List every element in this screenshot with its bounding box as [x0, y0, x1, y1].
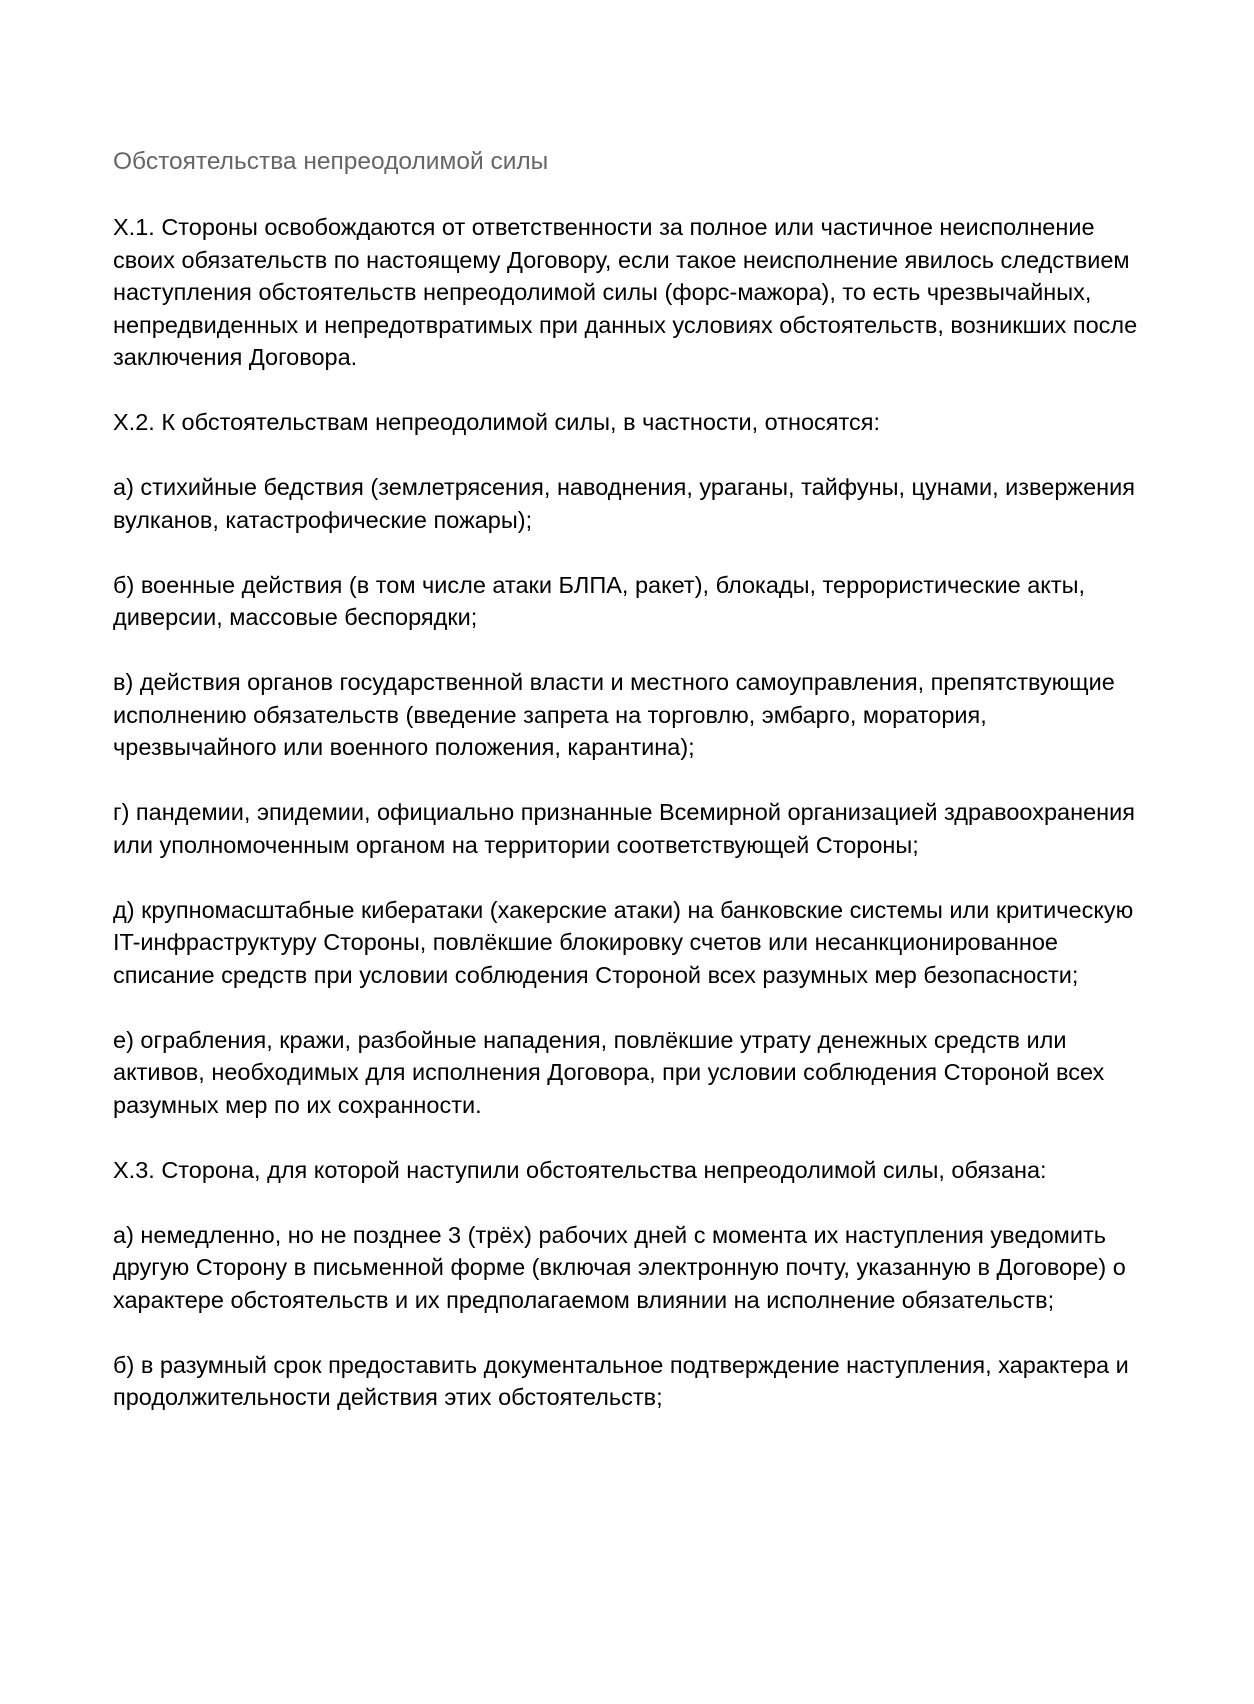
document-body [113, 146, 1153, 1446]
list-item-x2-v: в) действия органов государственной власти и местного самоуправления, препятствующие исполнению обязательств (введение запрета на торговлю, эмбарго, моратория, чрезвычайного или военного положения, карантина); [113, 669, 1115, 760]
list-item-x2-d: д) крупномасштабные кибератаки (хакерские атаки) на банковские системы или критическую IT-инфраструктуру Стороны, повлёкшие блокировку счетов или несанкционированное списание средств при условии соблюдения Стороной всех разумных мер безопасности; [113, 896, 1134, 988]
paragraph-x2: X.2. К обстоятельствам непреодолимой силы, в частности, относятся: [113, 409, 881, 435]
list-item-x2-b: б) военные действия (в том числе атаки БЛПА, ракет), блокады, террористические акты, диверсии, массовые беспорядки; [113, 571, 1086, 630]
list-item-x2-e: е) ограбления, кражи, разбойные нападения, повлёкшие утрату денежных средств или активов, необходимых для исполнения Договора, при условии соблюдения Стороной всех разумных мер по их сохранности. [113, 1026, 1105, 1118]
list-item-x3-a: а) немедленно, но не позднее 3 (трёх) рабочих дней с момента их наступления уведомить другую Сторону в письменной форме (включая электронную почту, указанную в Договоре) о характере обстоятельств и их предполагаемом влиянии на исполнение обязательств; [113, 1221, 1126, 1313]
list-item-x2-a: а) стихийные бедствия (землетрясения, наводнения, ураганы, тайфуны, цунами, извержения вулканов, катастрофические пожары); [113, 474, 1136, 533]
paragraph-x3: X.3. Сторона, для которой наступили обстоятельства непреодолимой силы, обязана: [113, 1156, 1047, 1183]
list-item-x2-g: г) пандемии, эпидемии, официально признанные Всемирной организацией здравоохранения или уполномоченным органом на территории соответствующей Стороны; [113, 799, 1135, 858]
paragraph-x1: X.1. Стороны освобождаются от ответственности за полное или частичное неисполнение своих обязательств по настоящему Договору, если такое неисполнение явилось следствием наступления обстоятельств непреодолимой силы (форс-мажора), то есть чрезвычайных, непредвиденных и непредотвратимых при данных условиях обстоятельств, возникших после заключения Договора. [113, 214, 1138, 370]
list-item-x3-b: б) в разумный срок предоставить документальное подтверждение наступления, характера и продолжительности действия этих обстоятельств; [113, 1351, 1129, 1410]
section-heading: Обстоятельства непреодолимой силы [113, 148, 549, 175]
